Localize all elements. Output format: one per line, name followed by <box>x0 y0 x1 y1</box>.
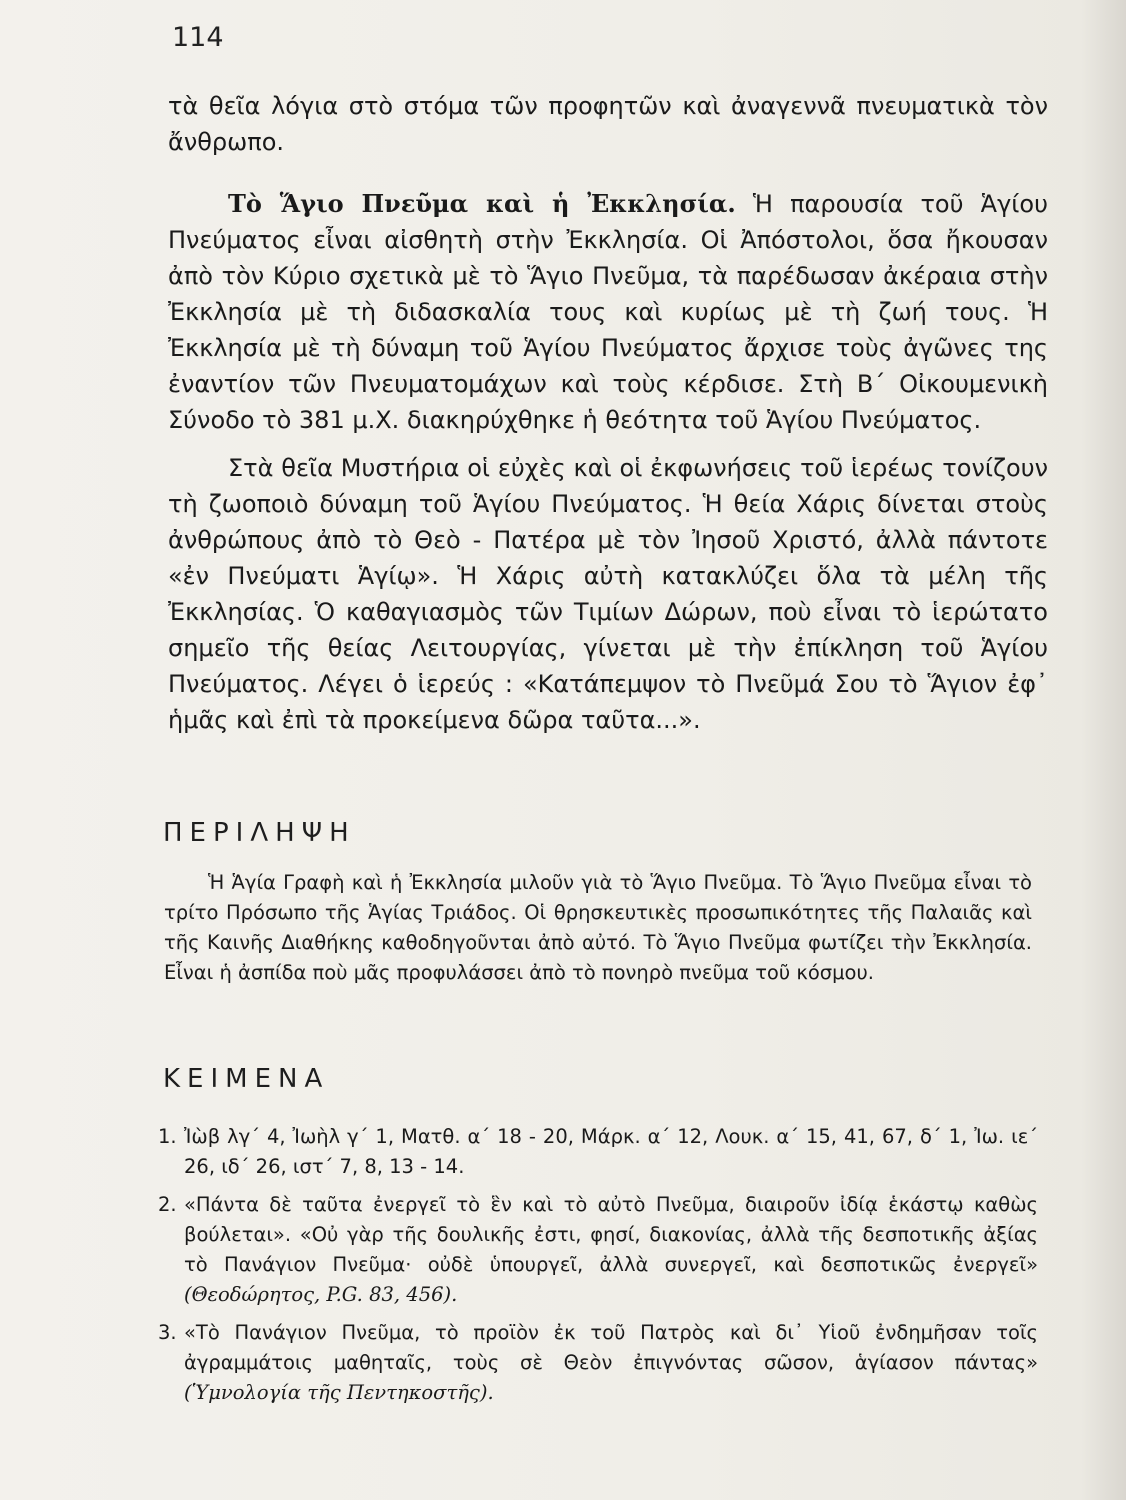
reference-text: Ἰὼβ λγ΄ 4, Ἰωὴλ γ΄ 1, Ματθ. α΄ 18 - 20, Μάρκ. α΄ 12, Λουκ. α΄ 15, 41, 67, δ΄ 1, Ἰω. ιε΄ 26, ιδ΄ 26, ιστ΄ 7, 8, 13 - 14. <box>184 1125 1038 1178</box>
list-item-text <box>184 1122 1038 1182</box>
texts-list <box>158 1122 1038 1416</box>
list-item-text <box>184 1190 1038 1310</box>
intro-paragraph: τὰ θεῖα λόγια στὸ στόμα τῶν προφητῶν καὶ ἀναγεννᾶ πνευματικὰ τὸν ἄνθρωπο. <box>168 92 1048 156</box>
list-item-number: 3. <box>158 1321 177 1344</box>
paragraph-sacraments: Στὰ θεῖα Μυστήρια οἱ εὐχὲς καὶ οἱ ἐκφωνήσεις τοῦ ἱερέως τονίζουν τὴ ζωοποιὸ δύναμη τοῦ Ἁγίου Πνεύματος. Ἡ θεία Χάρις δίνεται στοὺς ἀνθρώπους ἀπὸ τὸ Θεὸ - Πατέρα μὲ τὸν Ἰησοῦ Χριστό, ἀλλὰ πάντοτε «ἐν Πνεύματι Ἁγίῳ». Ἡ Χάρις αὐτὴ κατακλύζει ὅλα τὰ μέλη τῆς Ἐκκλησίας. Ὁ καθαγιασμὸς τῶν Τιμίων Δώρων, ποὺ εἶναι τὸ ἱερώτατο σημεῖο τῆς θείας Λειτουργίας, γίνεται μὲ τὴν ἐπίκληση τοῦ Ἁγίου Πνεύματος. Λέγει ὁ ἱερεύς : «Κατάπεμψον τὸ Πνεῦμά Σου τὸ Ἅγιον ἐφ᾿ ἡμᾶς καὶ ἐπὶ τὰ προκείμενα δῶρα ταῦτα...». <box>168 454 1048 734</box>
citation: (Θεοδώρητος, P.G. 83, 456). <box>184 1283 458 1306</box>
main-text <box>168 88 1048 750</box>
list-item <box>158 1318 1038 1408</box>
citation: (Ὑμνολογία τῆς Πεντηκοστῆς). <box>184 1381 494 1404</box>
list-item <box>158 1190 1038 1310</box>
summary-heading: ΠΕΡΙΛΗΨΗ <box>163 818 356 848</box>
list-item-number: 1. <box>158 1125 177 1148</box>
list-item <box>158 1122 1038 1182</box>
summary-block <box>164 868 1032 988</box>
list-item-text <box>184 1318 1038 1408</box>
page-number: 114 <box>172 22 224 53</box>
list-item-number: 2. <box>158 1193 177 1216</box>
paragraph-holy-spirit-church <box>168 186 1048 438</box>
quote-text: «Τὸ Πανάγιον Πνεῦμα, τὸ προϊὸν ἐκ τοῦ Πατρὸς καὶ δι᾿ Υἱοῦ ἐνδημῆσαν τοῖς ἀγραμμάτοις μαθηταῖς, τοὺς σὲ Θεὸν ἐπιγνόντας σῶσον, ἁγίασον πάντας» <box>184 1321 1038 1374</box>
quote-text: «Πάντα δὲ ταῦτα ἐνεργεῖ τὸ ἓν καὶ τὸ αὐτὸ Πνεῦμα, διαιροῦν ἰδίᾳ ἑκάστῳ καθὼς βούλεται». «Οὐ γὰρ τῆς δουλικῆς ἐστι, φησί, διακονίας, ἀλλὰ τῆς δεσποτικῆς ἀξίας τὸ Πανάγιον Πνεῦμα· οὐδὲ ὑπουργεῖ, ἀλλὰ συνεργεῖ, καὶ δεσποτικῶς ἐνεργεῖ» <box>184 1193 1038 1276</box>
section-heading: Τὸ Ἅγιο Πνεῦμα καὶ ἡ Ἐκκλησία. <box>228 189 736 218</box>
paragraph-text: Ἡ παρουσία τοῦ Ἁγίου Πνεύματος εἶναι αἰσθητὴ στὴν Ἐκκλησία. Οἱ Ἀπόστολοι, ὅσα ἤκουσαν ἀπὸ τὸν Κύριο σχετικὰ μὲ τὸ Ἅγιο Πνεῦμα, τὰ παρέδωσαν ἀκέραια στὴν Ἐκκλησία μὲ τὴ διδασκαλία τους καὶ κυρίως μὲ τὴ ζωή τους. Ἡ Ἐκκλησία μὲ τὴ δύναμη τοῦ Ἁγίου Πνεύματος ἄρχισε τοὺς ἀγῶνες της ἐναντίον τῶν Πνευματομάχων καὶ τοὺς κέρδισε. Στὴ Β΄ Οἰκουμενικὴ Σύνοδο τὸ 381 μ.Χ. διακηρύχθηκε ἡ θεότητα τοῦ Ἁγίου Πνεύματος. <box>168 190 1048 434</box>
summary-text: Ἡ Ἁγία Γραφὴ καὶ ἡ Ἐκκλησία μιλοῦν γιὰ τὸ Ἅγιο Πνεῦμα. Τὸ Ἅγιο Πνεῦμα εἶναι τὸ τρίτο Πρόσωπο τῆς Ἁγίας Τριάδος. Οἱ θρησκευτικὲς προσωπικότητες τῆς Παλαιᾶς καὶ τῆς Καινῆς Διαθήκης καθοδηγοῦνται ἀπὸ αὐτό. Τὸ Ἅγιο Πνεῦμα φωτίζει τὴν Ἐκκλησία. Εἶναι ἡ ἀσπίδα ποὺ μᾶς προφυλάσσει ἀπὸ τὸ πονηρὸ πνεῦμα τοῦ κόσμου. <box>164 871 1032 984</box>
texts-heading: ΚΕΙΜΕΝΑ <box>163 1064 330 1094</box>
